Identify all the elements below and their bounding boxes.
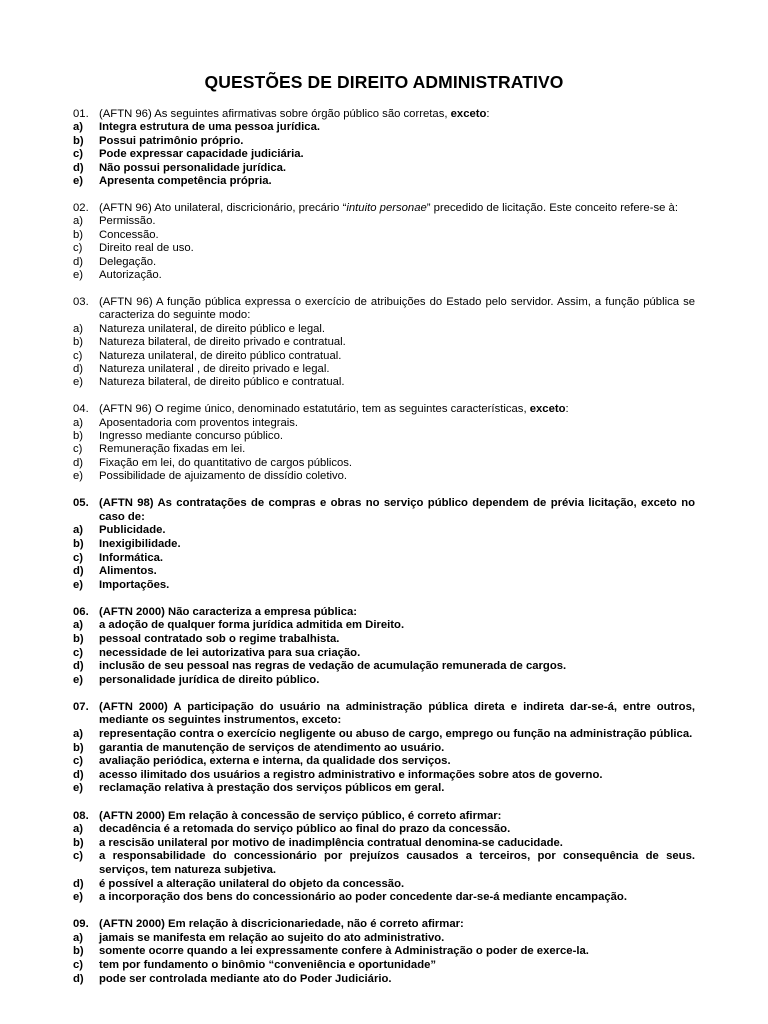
option-letter: e): [73, 782, 84, 795]
option-letter: b): [73, 228, 84, 241]
option: [73, 959, 695, 973]
option-text: acesso ilimitado dos usuários a registro administrativo e informações sobre atos de governo.: [99, 768, 603, 781]
question-stem: [73, 403, 695, 416]
option-text: Natureza bilateral, de direito privado e contratual.: [99, 336, 346, 349]
option-text: Natureza unilateral , de direito privado e legal.: [99, 362, 330, 375]
option-letter: c): [73, 958, 84, 971]
option-letter: c): [73, 850, 84, 863]
option: [73, 755, 695, 769]
option: [73, 269, 695, 282]
option-text: pessoal contratado sob o regime trabalhista.: [99, 633, 340, 645]
question-stem: [73, 701, 695, 728]
option-text: a adoção de qualquer forma jurídica admitida em Direito.: [99, 619, 405, 632]
option-text: representação contra o exercício negligente ou abuso de cargo, emprego ou função na administração pública.: [99, 728, 693, 741]
page-title: QUESTÕES DE DIREITO ADMINISTRATIVO: [204, 72, 564, 92]
option-text: Direito real de uso.: [99, 242, 194, 255]
option-letter: d): [73, 768, 84, 781]
option: [73, 350, 695, 363]
option-text: Fixação em lei, do quantitativo de cargos públicos.: [99, 456, 353, 469]
option-letter: b): [73, 537, 84, 550]
question-05: [73, 497, 695, 592]
option-letter: d): [73, 255, 84, 268]
option-letter: b): [73, 741, 84, 754]
option: [73, 565, 695, 579]
option: [73, 242, 695, 255]
question-number: 05.: [73, 497, 89, 510]
option-text: somente ocorre quando a lei expressamente confere à Administração o poder de exerce-la.: [99, 945, 589, 958]
question-text: (AFTN 2000) Em relação à discricionariedade, não é correto afirmar:: [99, 918, 464, 931]
question-03: [73, 296, 695, 390]
option-text: Alimentos.: [99, 565, 157, 578]
option-text: Permissão.: [99, 215, 156, 228]
option-text: Aposentadoria com proventos integrais.: [99, 416, 299, 429]
option: [73, 728, 695, 742]
question-stem: [73, 108, 695, 121]
option-letter: a): [73, 823, 84, 836]
option: [73, 633, 695, 647]
option-letter: b): [73, 633, 84, 645]
option-letter: d): [73, 161, 84, 174]
option-text: necessidade de lei autorizativa para sua criação.: [99, 646, 361, 659]
option-text: Inexigibilidade.: [99, 537, 181, 550]
question-text: (AFTN 96) Ato unilateral, discricionário, precário “intuito personae” precedido de licitação. Este conceito refere-se à:: [99, 201, 678, 214]
option: [73, 135, 695, 148]
option-text: Autorização.: [99, 268, 162, 281]
option: [73, 850, 695, 877]
question-06: [73, 606, 695, 688]
option: [73, 323, 695, 336]
questions-list: [73, 108, 695, 1000]
option-text: Possui patrimônio próprio.: [99, 134, 244, 147]
option-text: Informática.: [99, 551, 164, 564]
option-letter: b): [73, 430, 84, 443]
question-stem: [73, 497, 695, 524]
option-letter: e): [73, 175, 84, 188]
option-text: inclusão de seu pessoal nas regras de vedação de acumulação remunerada de cargos.: [99, 660, 567, 673]
option: [73, 229, 695, 242]
question-number: 07.: [73, 700, 89, 713]
option-letter: d): [73, 362, 84, 375]
option-letter: c): [73, 443, 83, 456]
option: [73, 837, 695, 851]
option-text: Apresenta competência própria.: [99, 175, 272, 188]
question-08: [73, 810, 695, 905]
option-letter: a): [73, 215, 84, 228]
option: [73, 524, 695, 538]
option-text: garantia de manutenção de serviços de atendimento ao usuário.: [99, 741, 445, 754]
option-text: Publicidade.: [99, 524, 166, 537]
option-letter: c): [73, 646, 84, 659]
question-number: 04.: [73, 403, 89, 416]
question-number: 06.: [73, 605, 89, 618]
option: [73, 769, 695, 783]
option: [73, 470, 695, 483]
question-text: (AFTN 2000) Não caracteriza a empresa pública:: [99, 605, 358, 618]
question-stem: [73, 810, 695, 824]
option: [73, 891, 695, 905]
option-letter: a): [73, 121, 84, 134]
option-text: Importações.: [99, 578, 170, 591]
option: [73, 782, 695, 796]
option-text: personalidade jurídica de direito público.: [99, 673, 320, 686]
option-text: Natureza unilateral, de direito público contratual.: [99, 349, 342, 362]
option: [73, 660, 695, 674]
option: [73, 256, 695, 269]
option-letter: c): [73, 755, 84, 768]
option-letter: d): [73, 456, 84, 469]
option-letter: e): [73, 268, 84, 281]
option-letter: d): [73, 565, 84, 578]
option-letter: a): [73, 322, 84, 335]
option-letter: d): [73, 660, 84, 673]
option: [73, 579, 695, 593]
option-letter: b): [73, 945, 84, 958]
question-text: (AFTN 2000) A participação do usuário na administração pública direta e indireta dar-se-á, entre outros, mediante os seguintes instrumentos, exceto:: [99, 700, 695, 727]
option: [73, 121, 695, 134]
option: [73, 417, 695, 430]
option-text: pode ser controlada mediante ato do Poder Judiciário.: [99, 972, 392, 985]
question-stem: [73, 202, 695, 215]
option: [73, 336, 695, 349]
question-text: (AFTN 96) As seguintes afirmativas sobre órgão público são corretas, exceto:: [99, 108, 490, 120]
option: [73, 538, 695, 552]
option: [73, 148, 695, 161]
option-text: Não possui personalidade jurídica.: [99, 161, 287, 174]
option: [73, 215, 695, 228]
question-09: [73, 918, 695, 986]
option-letter: a): [73, 416, 84, 429]
option-letter: c): [73, 242, 83, 255]
option-letter: e): [73, 578, 84, 591]
option-letter: a): [73, 524, 84, 537]
option: [73, 973, 695, 987]
option: [73, 363, 695, 376]
question-02: [73, 202, 695, 282]
question-stem: [73, 918, 695, 932]
option-letter: e): [73, 673, 84, 686]
question-01: [73, 108, 695, 188]
option-letter: c): [73, 148, 84, 161]
question-07: [73, 701, 695, 796]
option: [73, 619, 695, 633]
option-letter: c): [73, 349, 83, 362]
option-text: avaliação periódica, externa e interna, da qualidade dos serviços.: [99, 755, 451, 768]
question-number: 02.: [73, 201, 89, 214]
option-text: a responsabilidade do concessionário por prejuízos causados a terceiros, por consequência de seus. serviços, tem natureza subjetiva.: [99, 850, 695, 876]
question-04: [73, 403, 695, 483]
option-text: Concessão.: [99, 228, 159, 241]
option: [73, 674, 695, 688]
question-text: (AFTN 96) A função pública expressa o exercício de atribuições do Estado pelo servidor. Assim, a função pública se caracteriza do seguinte modo:: [99, 295, 695, 322]
option-text: Ingresso mediante concurso público.: [99, 430, 283, 443]
option: [73, 175, 695, 188]
question-text: (AFTN 98) As contratações de compras e obras no serviço público dependem de prévia licitação, exceto no caso de:: [99, 497, 695, 523]
option-text: Possibilidade de ajuizamento de dissídio coletivo.: [99, 470, 348, 483]
option-text: Remuneração fixadas em lei.: [99, 443, 246, 456]
option-text: reclamação relativa à prestação dos serviços públicos em geral.: [99, 782, 445, 795]
option: [73, 430, 695, 443]
option-letter: b): [73, 836, 84, 849]
option-text: Natureza bilateral, de direito público e contratual.: [99, 376, 345, 389]
option-letter: e): [73, 376, 84, 389]
option: [73, 162, 695, 175]
option-letter: d): [73, 972, 84, 985]
option-text: tem por fundamento o binômio “conveniência e oportunidade”: [99, 958, 437, 971]
option-letter: d): [73, 877, 84, 890]
option: [73, 945, 695, 959]
option-letter: c): [73, 551, 84, 564]
option: [73, 443, 695, 456]
question-number: 08.: [73, 809, 89, 822]
question-text: (AFTN 96) O regime único, denominado estatutário, tem as seguintes características, exceto:: [99, 403, 569, 416]
question-text: (AFTN 2000) Em relação à concessão de serviço público, é correto afirmar:: [99, 809, 502, 822]
question-stem: [73, 296, 695, 323]
question-number: 03.: [73, 295, 89, 308]
option: [73, 932, 695, 946]
option-text: a incorporação dos bens do concessionário ao poder concedente dar-se-á mediante encampação.: [99, 891, 627, 904]
option: [73, 742, 695, 756]
option-letter: a): [73, 931, 84, 944]
option-text: Pode expressar capacidade judiciária.: [99, 148, 304, 161]
option-text: jamais se manifesta em relação ao sujeito do ato administrativo.: [99, 931, 445, 944]
option-letter: b): [73, 134, 84, 147]
option-letter: a): [73, 619, 84, 632]
option: [73, 457, 695, 470]
option: [73, 878, 695, 892]
option: [73, 823, 695, 837]
option-text: Delegação.: [99, 255, 157, 268]
option-text: a rescisão unilateral por motivo de inadimplência contratual denomina-se caducidade.: [99, 836, 563, 849]
option-letter: a): [73, 728, 84, 741]
option-text: Integra estrutura de uma pessoa jurídica.: [99, 121, 320, 134]
option: [73, 376, 695, 389]
option: [73, 647, 695, 661]
option-text: decadência é a retomada do serviço público ao final do prazo da concessão.: [99, 823, 511, 836]
option-text: Natureza unilateral, de direito público e legal.: [99, 322, 326, 335]
question-number: 09.: [73, 918, 89, 931]
option-text: é possível a alteração unilateral do objeto da concessão.: [99, 877, 405, 890]
option-letter: b): [73, 336, 84, 349]
option: [73, 552, 695, 566]
question-stem: [73, 606, 695, 620]
option-letter: e): [73, 891, 84, 904]
option-letter: e): [73, 470, 84, 483]
question-number: 01.: [73, 108, 89, 120]
